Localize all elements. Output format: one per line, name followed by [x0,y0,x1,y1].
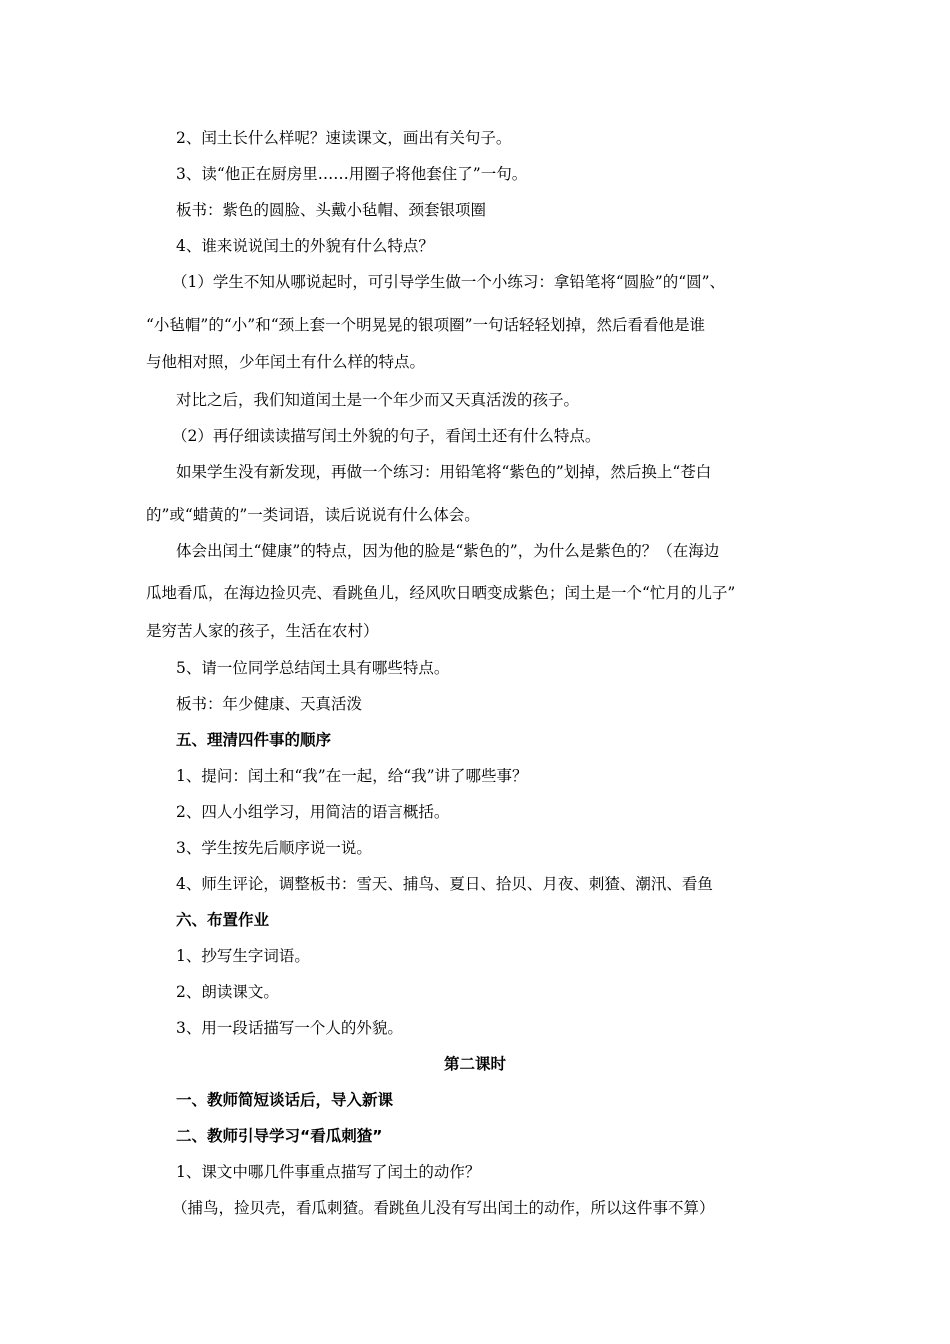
text-line: 体会出闰土“健康”的特点，因为他的脸是“紫色的”，为什么是紫色的？（在海边 [176,542,720,560]
text-line: （捕鸟，捡贝壳，看瓜刺猹。看跳鱼儿没有写出闰土的动作，所以这件事不算） [172,1199,715,1217]
text-line: 4、谁来说说闰土的外貌有什么特点？ [176,237,434,255]
text-line: 2、闰土长什么样呢？速读课文，画出有关句子。 [176,129,512,147]
text-line: 2、四人小组学习，用简洁的语言概括。 [176,803,450,821]
text-line: 板书：紫色的圆脸、头戴小毡帽、颈套银项圈 [176,201,487,219]
text-line: “小毡帽”的“小”和“颈上套一个明晃晃的银项圈”一句话轻轻划掉，然后看看他是谁 [146,316,706,334]
section-heading: 五、理清四件事的顺序 [176,731,332,749]
text-line: （2）再仔细读读描写闰土外貌的句子，看闰土还有什么特点。 [172,427,601,445]
text-line: 的”或“蜡黄的”一类词语，读后说说有什么体会。 [146,506,480,524]
text-line: 板书：年少健康、天真活泼 [176,695,363,713]
section-heading: 六、布置作业 [176,911,270,929]
text-line: 如果学生没有新发现，再做一个练习：用铅笔将“紫色的”划掉，然后换上“苍白 [176,463,712,481]
text-line: 瓜地看瓜，在海边捡贝壳、看跳鱼儿，经风吹日晒变成紫色；闰土是一个“忙月的儿子” [146,584,736,602]
text-line: 1、提问：闰土和“我”在一起，给“我”讲了哪些事？ [176,767,528,785]
text-line: 2、朗读课文。 [176,983,279,1001]
lesson-title: 第二课时 [443,1055,506,1073]
text-line: 4、师生评论，调整板书：雪天、捕鸟、夏日、拾贝、月夜、刺猹、潮汛、看鱼 [176,875,713,893]
text-line: （1）学生不知从哪说起时，可引导学生做一个小练习：拿铅笔将“圆脸”的“圆”、 [172,273,726,291]
text-line: 是穷苦人家的孩子，生活在农村） [146,622,379,640]
text-line: 1、抄写生字词语。 [176,947,310,965]
text-line: 3、学生按先后顺序说一说。 [176,839,372,857]
section-heading: 一、教师简短谈话后，导入新课 [176,1091,394,1109]
section-heading: 二、教师引导学习“看瓜刺猹” [176,1127,383,1145]
text-line: 3、用一段话描写一个人的外貌。 [176,1019,403,1037]
text-line: 5、请一位同学总结闰土具有哪些特点。 [176,659,450,677]
text-line: 与他相对照，少年闰土有什么样的特点。 [146,353,426,371]
text-line: 1、课文中哪几件事重点描写了闰土的动作？ [176,1163,481,1181]
text-line: 3、读“他正在厨房里……用圈子将他套住了”一句。 [176,165,528,183]
text-line: 对比之后，我们知道闰土是一个年少而又天真活泼的孩子。 [176,391,580,409]
